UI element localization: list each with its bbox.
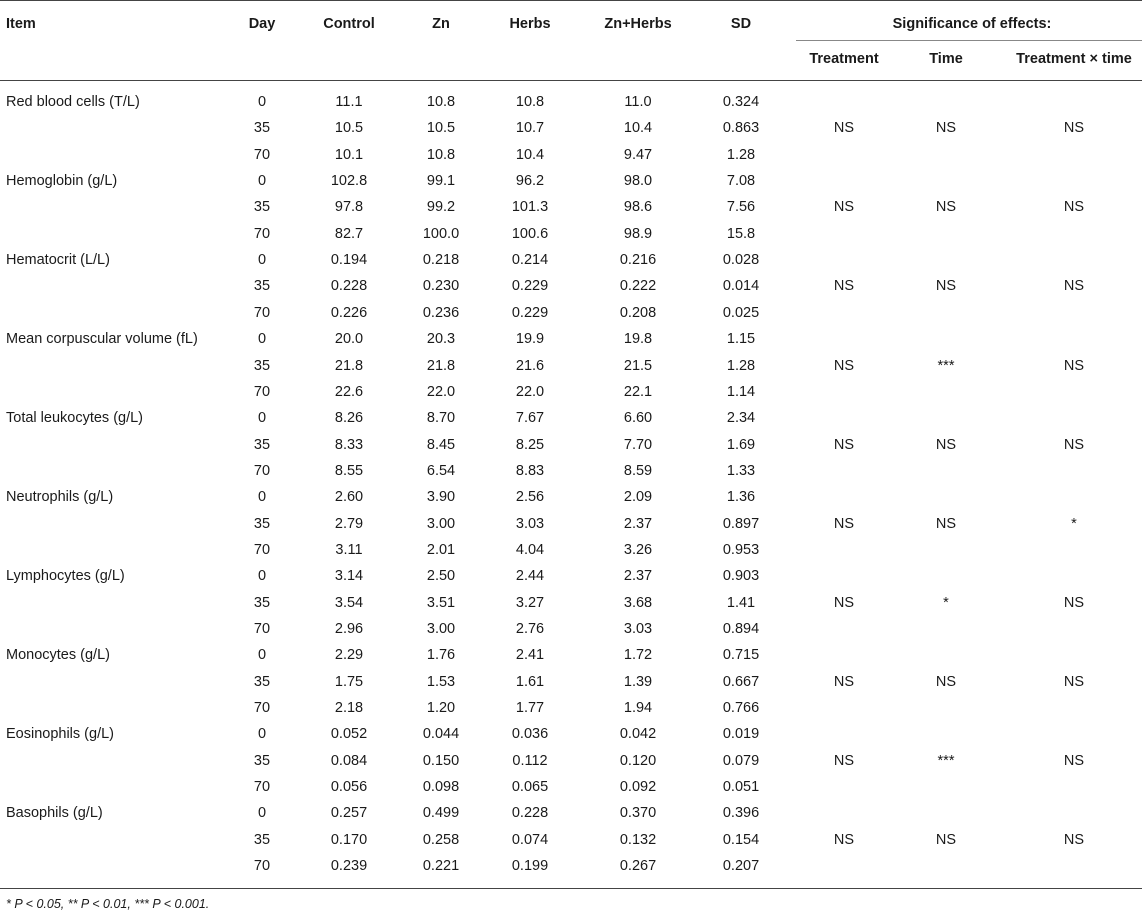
zn-cell: 3.90 <box>426 489 456 506</box>
day-cell: 70 <box>253 304 271 321</box>
treatment-significance: NS <box>833 278 855 295</box>
zn-cell: 1.53 <box>426 673 456 690</box>
zn-cell: 2.01 <box>426 541 456 558</box>
control-cell: 11.1 <box>335 94 363 110</box>
zn-herbs-cell: 98.9 <box>623 225 653 242</box>
header-herbs: Herbs <box>509 16 551 32</box>
control-cell: 0.194 <box>330 252 368 269</box>
header-zn-herbs: Zn+Herbs <box>604 16 672 32</box>
zn-cell: 1.76 <box>426 647 456 664</box>
item-label: Eosinophils (g/L) <box>6 726 114 743</box>
control-cell: 0.056 <box>330 779 368 796</box>
item-label: Hematocrit (L/L) <box>6 252 110 269</box>
control-cell: 82.7 <box>334 225 364 242</box>
day-cell: 70 <box>253 383 271 400</box>
control-cell: 1.75 <box>334 673 364 690</box>
control-cell: 2.29 <box>334 647 364 664</box>
table-top-rule <box>0 0 1142 1</box>
treatment-significance: NS <box>833 199 855 216</box>
herbs-cell: 0.228 <box>511 805 549 822</box>
zn-cell: 3.00 <box>426 515 456 532</box>
header-control: Control <box>323 16 375 32</box>
control-cell: 102.8 <box>330 173 368 190</box>
herbs-cell: 21.6 <box>515 357 545 374</box>
zn-herbs-cell: 1.39 <box>623 673 653 690</box>
control-cell: 8.26 <box>334 410 364 427</box>
zn-herbs-cell: 2.37 <box>623 568 653 585</box>
control-cell: 0.226 <box>330 304 368 321</box>
herbs-cell: 7.67 <box>515 410 545 427</box>
zn-cell: 100.0 <box>422 225 460 242</box>
control-cell: 8.55 <box>334 462 364 479</box>
herbs-cell: 100.6 <box>511 225 549 242</box>
item-label: Monocytes (g/L) <box>6 647 110 664</box>
time-significance: NS <box>935 831 957 848</box>
control-cell: 0.084 <box>330 752 368 769</box>
control-cell: 0.257 <box>330 805 368 822</box>
sd-cell: 2.34 <box>726 410 756 427</box>
control-cell: 0.239 <box>330 858 368 875</box>
day-cell: 35 <box>253 831 271 848</box>
zn-herbs-cell: 6.60 <box>623 410 653 427</box>
time-significance: NS <box>935 120 957 137</box>
zn-cell: 6.54 <box>426 462 456 479</box>
zn-herbs-cell: 1.94 <box>623 700 653 717</box>
zn-cell: 0.221 <box>422 858 460 875</box>
zn-herbs-cell: 0.208 <box>619 304 657 321</box>
zn-cell: 0.236 <box>422 304 460 321</box>
treatment-significance: NS <box>833 515 855 532</box>
zn-herbs-cell: 2.09 <box>623 489 653 506</box>
zn-cell: 22.0 <box>426 383 456 400</box>
interaction-significance: NS <box>1063 120 1085 137</box>
sd-cell: 0.897 <box>722 515 760 532</box>
day-cell: 0 <box>257 410 267 427</box>
herbs-cell: 0.065 <box>511 779 549 796</box>
item-label: Mean corpuscular volume (fL) <box>6 331 198 348</box>
herbs-cell: 96.2 <box>515 173 545 190</box>
control-cell: 2.96 <box>334 621 364 637</box>
zn-herbs-cell: 21.5 <box>623 357 653 374</box>
header-treatment-x-time: Treatment × time <box>1016 51 1132 67</box>
sd-cell: 0.014 <box>722 278 760 295</box>
sd-cell: 15.8 <box>726 225 756 242</box>
zn-cell: 8.70 <box>426 410 456 427</box>
zn-herbs-cell: 0.267 <box>619 858 657 875</box>
sd-cell: 1.28 <box>726 146 756 163</box>
zn-cell: 10.8 <box>426 146 456 163</box>
item-label: Hemoglobin (g/L) <box>6 173 118 190</box>
zn-cell: 99.1 <box>426 173 456 190</box>
zn-herbs-cell: 10.4 <box>623 120 653 137</box>
zn-herbs-cell: 9.47 <box>623 146 653 163</box>
sd-cell: 1.15 <box>726 331 756 348</box>
zn-herbs-cell: 7.70 <box>623 436 653 453</box>
herbs-cell: 0.112 <box>512 752 548 769</box>
day-cell: 0 <box>257 647 267 664</box>
sd-cell: 1.36 <box>726 489 756 506</box>
item-label: Basophils (g/L) <box>6 805 103 822</box>
sd-cell: 0.953 <box>722 541 760 558</box>
time-significance: NS <box>935 673 957 690</box>
zn-cell: 0.098 <box>422 779 460 796</box>
header-zn: Zn <box>432 16 450 32</box>
item-label: Lymphocytes (g/L) <box>6 568 125 585</box>
day-cell: 70 <box>253 779 271 796</box>
sd-cell: 7.08 <box>726 173 756 190</box>
time-significance: NS <box>935 436 957 453</box>
header-sd: SD <box>730 16 752 32</box>
header-bottom-rule <box>0 80 1142 81</box>
interaction-significance: NS <box>1063 278 1085 295</box>
interaction-significance: NS <box>1063 357 1085 374</box>
zn-cell: 20.3 <box>426 331 456 348</box>
sd-cell: 0.324 <box>722 94 760 110</box>
zn-herbs-cell: 3.26 <box>623 541 653 558</box>
control-cell: 97.8 <box>334 199 364 216</box>
day-cell: 70 <box>253 462 271 479</box>
zn-cell: 0.044 <box>422 726 460 743</box>
sd-cell: 1.28 <box>726 357 756 374</box>
sd-cell: 0.715 <box>722 647 760 664</box>
sd-cell: 0.028 <box>722 252 760 269</box>
control-cell: 0.052 <box>330 726 368 743</box>
header-treatment: Treatment <box>809 51 879 67</box>
sd-cell: 0.051 <box>722 779 760 796</box>
zn-herbs-cell: 2.37 <box>623 515 653 532</box>
herbs-cell: 1.61 <box>515 673 545 690</box>
control-cell: 2.79 <box>334 515 364 532</box>
zn-cell: 99.2 <box>426 199 456 216</box>
zn-cell: 2.50 <box>426 568 456 585</box>
herbs-cell: 2.44 <box>515 568 545 585</box>
day-cell: 35 <box>253 199 271 216</box>
day-cell: 0 <box>257 568 267 585</box>
herbs-cell: 0.199 <box>511 858 549 875</box>
day-cell: 0 <box>257 173 267 190</box>
zn-herbs-cell: 0.120 <box>619 752 657 769</box>
interaction-significance: NS <box>1063 436 1085 453</box>
time-significance: * <box>943 594 949 611</box>
herbs-cell: 22.0 <box>515 383 545 400</box>
sd-cell: 0.207 <box>722 858 760 875</box>
day-cell: 0 <box>257 805 267 822</box>
day-cell: 35 <box>253 357 271 374</box>
control-cell: 2.60 <box>334 489 364 506</box>
day-cell: 70 <box>253 541 271 558</box>
zn-herbs-cell: 11.0 <box>624 94 652 110</box>
herbs-cell: 0.229 <box>511 278 549 295</box>
control-cell: 0.228 <box>330 278 368 295</box>
treatment-significance: NS <box>833 752 855 769</box>
herbs-cell: 101.3 <box>511 199 549 216</box>
day-cell: 0 <box>257 489 267 506</box>
herbs-cell: 0.074 <box>511 831 549 848</box>
interaction-significance: * <box>1071 515 1077 532</box>
zn-cell: 10.8 <box>426 94 456 110</box>
zn-cell: 21.8 <box>426 357 456 374</box>
sd-cell: 1.69 <box>726 436 756 453</box>
treatment-significance: NS <box>833 673 855 690</box>
day-cell: 35 <box>253 515 271 532</box>
zn-herbs-cell: 3.68 <box>623 594 653 611</box>
herbs-cell: 10.8 <box>515 94 545 110</box>
sd-cell: 0.025 <box>722 304 760 321</box>
sd-cell: 0.766 <box>722 700 760 717</box>
herbs-cell: 10.7 <box>515 120 545 137</box>
herbs-cell: 0.229 <box>511 304 549 321</box>
treatment-significance: NS <box>833 120 855 137</box>
day-cell: 70 <box>253 225 271 242</box>
zn-cell: 3.51 <box>426 594 456 611</box>
zn-cell: 3.00 <box>426 621 456 637</box>
sd-cell: 0.396 <box>722 805 760 822</box>
significance-footnote: * P < 0.05, ** P < 0.01, *** P < 0.001. <box>6 897 210 911</box>
interaction-significance: NS <box>1063 831 1085 848</box>
day-cell: 35 <box>253 673 271 690</box>
control-cell: 8.33 <box>334 436 364 453</box>
treatment-significance: NS <box>833 357 855 374</box>
zn-cell: 0.499 <box>422 805 460 822</box>
significance-subheader-rule <box>796 40 1142 41</box>
day-cell: 35 <box>253 594 271 611</box>
day-cell: 0 <box>257 252 267 269</box>
sd-cell: 1.14 <box>726 383 756 400</box>
interaction-significance: NS <box>1063 594 1085 611</box>
herbs-cell: 4.04 <box>515 541 545 558</box>
zn-herbs-cell: 19.8 <box>623 331 653 348</box>
control-cell: 3.11 <box>335 541 363 558</box>
zn-herbs-cell: 98.0 <box>623 173 653 190</box>
item-label: Total leukocytes (g/L) <box>6 410 144 427</box>
zn-herbs-cell: 0.216 <box>619 252 657 269</box>
header-significance: Significance of effects: <box>892 16 1052 32</box>
control-cell: 3.14 <box>334 568 364 585</box>
herbs-cell: 10.4 <box>515 146 545 163</box>
sd-cell: 0.019 <box>722 726 760 743</box>
control-cell: 10.1 <box>334 146 364 163</box>
treatment-significance: NS <box>833 436 855 453</box>
zn-herbs-cell: 0.092 <box>619 779 657 796</box>
time-significance: *** <box>937 752 955 769</box>
sd-cell: 0.667 <box>722 673 760 690</box>
day-cell: 70 <box>253 146 271 163</box>
herbs-cell: 2.76 <box>515 621 545 637</box>
zn-herbs-cell: 0.042 <box>619 726 657 743</box>
day-cell: 0 <box>257 726 267 743</box>
header-item: Item <box>6 16 36 32</box>
zn-cell: 0.150 <box>422 752 460 769</box>
sd-cell: 0.894 <box>722 621 760 637</box>
day-cell: 0 <box>257 331 267 348</box>
treatment-significance: NS <box>833 594 855 611</box>
treatment-significance: NS <box>833 831 855 848</box>
herbs-cell: 0.036 <box>511 726 549 743</box>
herbs-cell: 2.56 <box>515 489 545 506</box>
zn-cell: 10.5 <box>426 120 456 137</box>
herbs-cell: 3.27 <box>515 594 545 611</box>
zn-cell: 1.20 <box>426 700 456 717</box>
control-cell: 22.6 <box>334 383 364 400</box>
day-cell: 70 <box>253 858 271 875</box>
control-cell: 3.54 <box>334 594 364 611</box>
sd-cell: 1.33 <box>726 462 756 479</box>
zn-cell: 0.218 <box>422 252 460 269</box>
control-cell: 2.18 <box>334 700 364 717</box>
day-cell: 35 <box>253 752 271 769</box>
zn-herbs-cell: 0.132 <box>619 831 657 848</box>
zn-herbs-cell: 22.1 <box>623 383 653 400</box>
control-cell: 20.0 <box>334 331 364 348</box>
control-cell: 21.8 <box>334 357 364 374</box>
time-significance: NS <box>935 278 957 295</box>
item-label: Neutrophils (g/L) <box>6 489 114 506</box>
sd-cell: 0.154 <box>722 831 760 848</box>
sd-cell: 0.079 <box>722 752 760 769</box>
time-significance: NS <box>935 199 957 216</box>
time-significance: NS <box>935 515 957 532</box>
herbs-cell: 19.9 <box>515 331 545 348</box>
interaction-significance: NS <box>1063 199 1085 216</box>
zn-cell: 8.45 <box>426 436 456 453</box>
control-cell: 10.5 <box>334 120 364 137</box>
zn-herbs-cell: 98.6 <box>623 199 653 216</box>
day-cell: 0 <box>257 94 267 110</box>
herbs-cell: 1.77 <box>515 700 545 717</box>
zn-cell: 0.258 <box>422 831 460 848</box>
sd-cell: 7.56 <box>726 199 756 216</box>
herbs-cell: 2.41 <box>515 647 545 664</box>
day-cell: 35 <box>253 278 271 295</box>
zn-cell: 0.230 <box>422 278 460 295</box>
sd-cell: 0.863 <box>722 120 760 137</box>
zn-herbs-cell: 3.03 <box>623 621 653 637</box>
header-day: Day <box>248 16 276 32</box>
zn-herbs-cell: 1.72 <box>623 647 653 664</box>
day-cell: 70 <box>253 700 271 717</box>
day-cell: 35 <box>253 436 271 453</box>
sd-cell: 1.41 <box>726 594 756 611</box>
herbs-cell: 8.25 <box>515 436 545 453</box>
herbs-cell: 3.03 <box>515 515 545 532</box>
zn-herbs-cell: 0.370 <box>619 805 657 822</box>
header-time: Time <box>929 51 963 67</box>
interaction-significance: NS <box>1063 673 1085 690</box>
control-cell: 0.170 <box>330 831 368 848</box>
item-label: Red blood cells (T/L) <box>6 94 140 110</box>
zn-herbs-cell: 0.222 <box>619 278 657 295</box>
zn-herbs-cell: 8.59 <box>623 462 653 479</box>
day-cell: 35 <box>253 120 271 137</box>
time-significance: *** <box>937 357 955 374</box>
interaction-significance: NS <box>1063 752 1085 769</box>
herbs-cell: 8.83 <box>515 462 545 479</box>
day-cell: 70 <box>253 621 271 637</box>
sd-cell: 0.903 <box>722 568 760 585</box>
table-bottom-rule <box>0 888 1142 889</box>
herbs-cell: 0.214 <box>511 252 549 269</box>
